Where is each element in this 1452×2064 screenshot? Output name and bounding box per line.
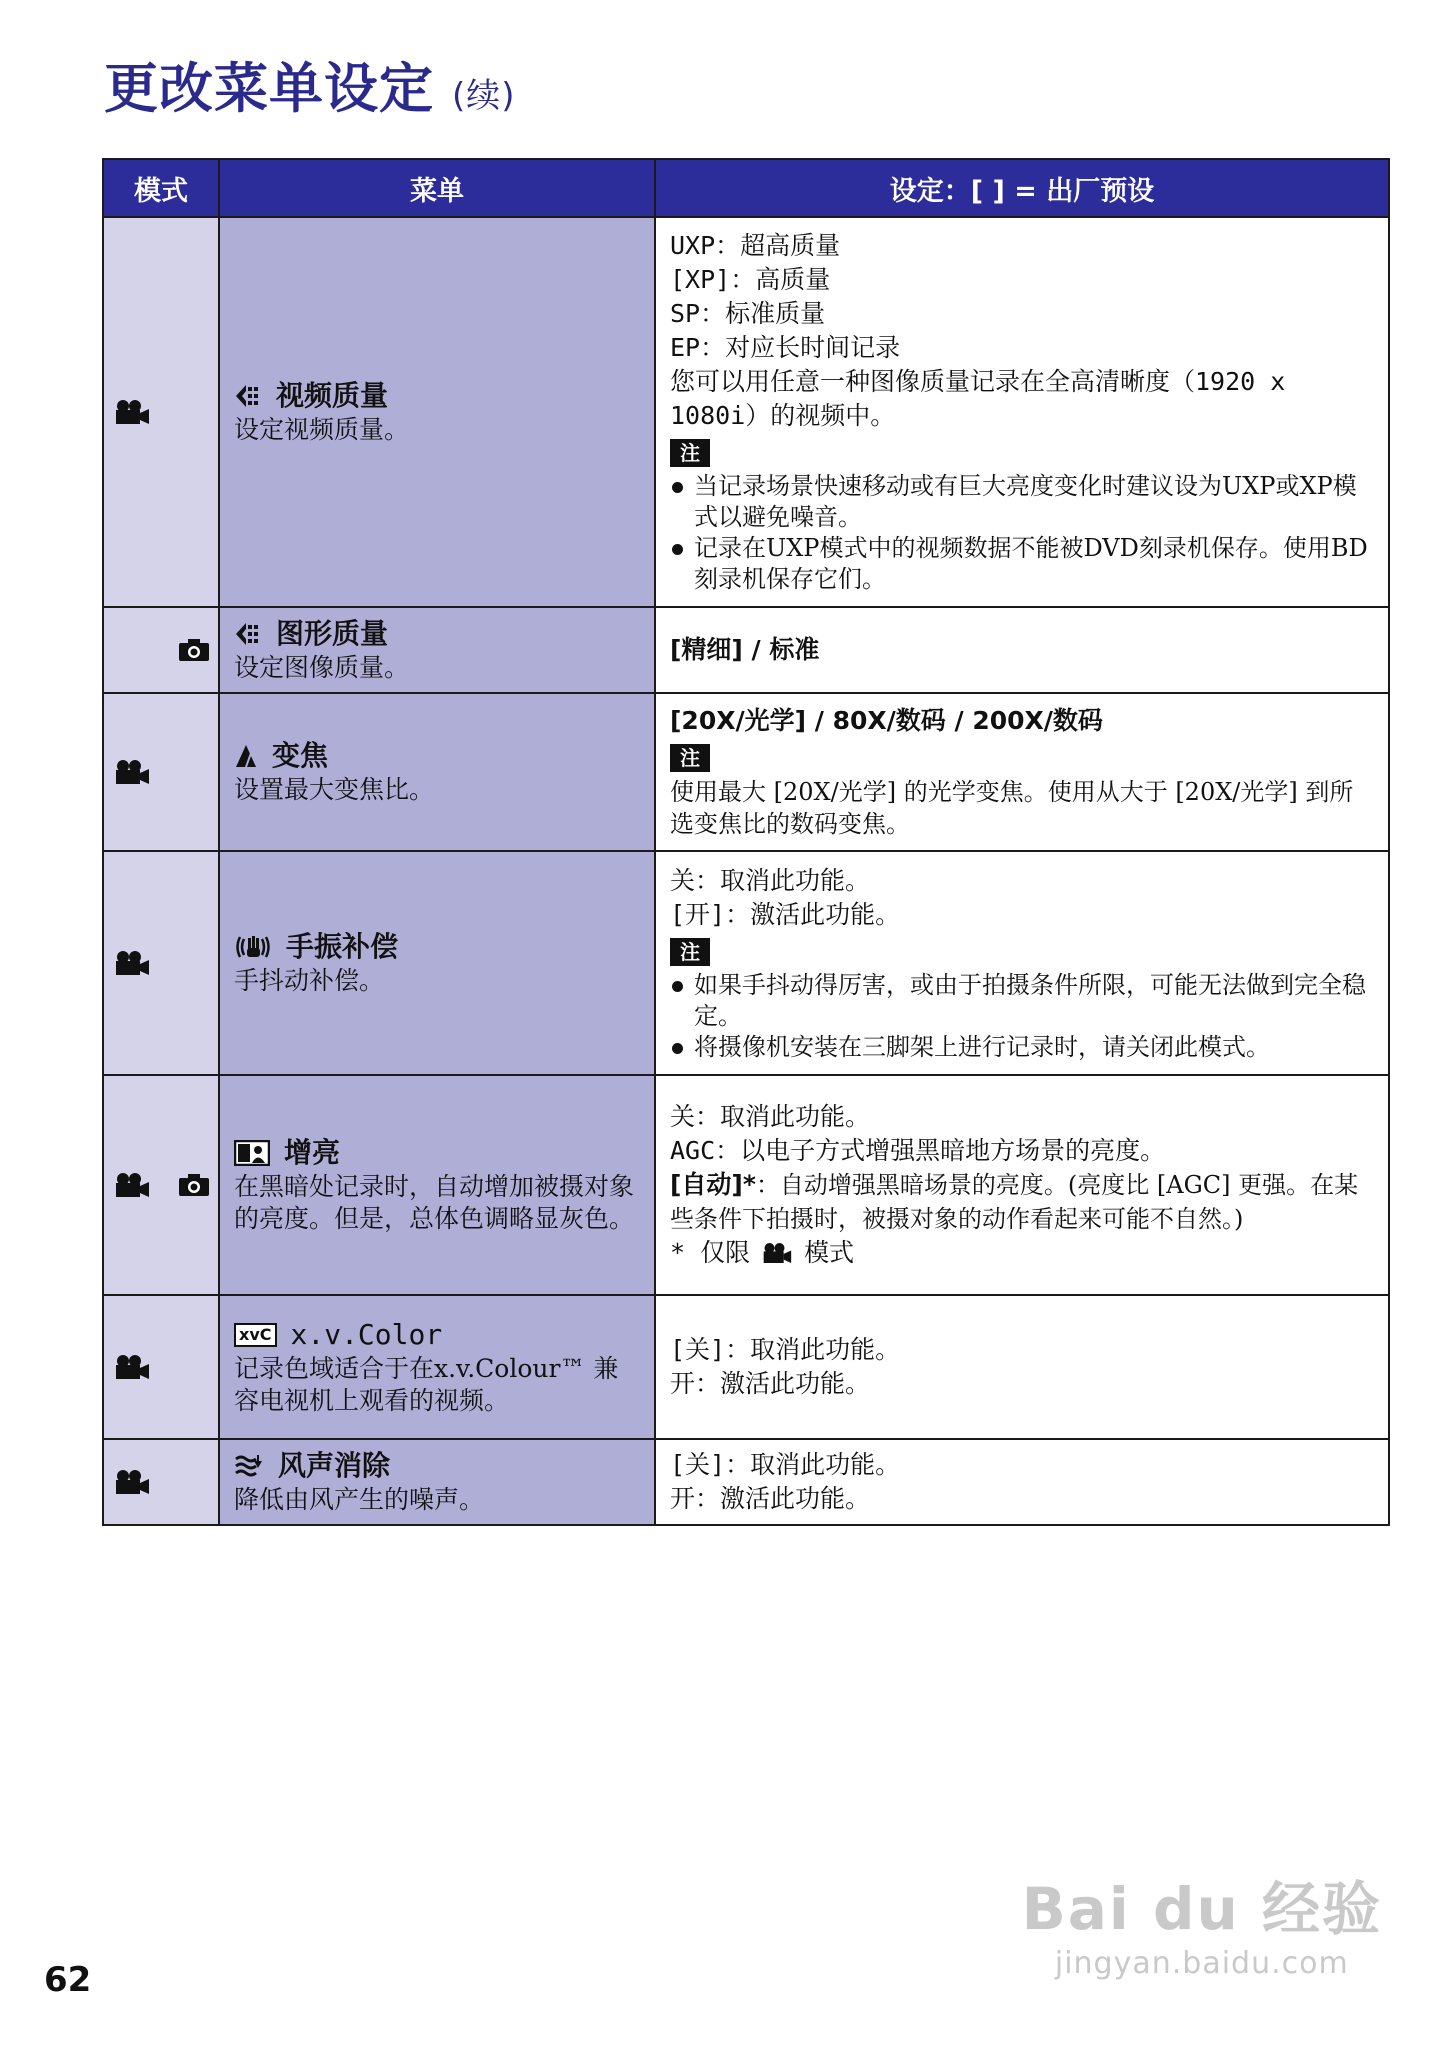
still-camera-icon [178, 1173, 210, 1197]
wind-cut-icon [234, 1453, 264, 1479]
menu-cell [219, 1075, 655, 1295]
setting-option: 关：取消此功能。 [670, 865, 871, 895]
note-list [670, 471, 1374, 595]
note-badge: 注 [670, 439, 710, 467]
menu-item-title: 视频质量 [276, 379, 389, 412]
note-item: 如果手抖动得厉害，或由于拍摄条件所限，可能无法做到完全稳定。 [670, 970, 1374, 1032]
note-badge: 注 [670, 744, 710, 772]
setting-cell [655, 217, 1389, 607]
setting-option: [关]：取消此功能。 [670, 1335, 901, 1364]
mode-cell [103, 1075, 219, 1295]
table-row-zoom [103, 693, 1389, 851]
menu-cell [219, 1439, 655, 1525]
video-camera-icon [114, 1354, 150, 1380]
note-text: 使用最大 [20X/光学] 的光学变焦。使用从大于 [20X/光学] 到所选变焦比的数码变焦。 [670, 778, 1354, 838]
menu-item-description: 降低由风产生的噪声。 [234, 1485, 485, 1514]
picture-quality-icon [234, 621, 262, 647]
menu-item-description: 手抖动补偿。 [234, 966, 385, 995]
watermark-url: jingyan.baidu.com [1054, 1946, 1349, 1981]
table-row-picture-quality [103, 607, 1389, 693]
menu-cell [219, 1295, 655, 1439]
still-camera-icon [178, 638, 210, 662]
header-menu: 菜单 [219, 159, 655, 217]
menu-item-description: 设定视频质量。 [234, 415, 410, 444]
image-stabilizer-icon [234, 934, 272, 960]
setting-cell [655, 1075, 1389, 1295]
setting-option: UXP：超高质量 [670, 231, 841, 260]
video-camera-icon [114, 399, 150, 425]
xvc-icon: xvC [234, 1323, 277, 1347]
auto-label: [自动]* [670, 1170, 756, 1199]
setting-cell [655, 1439, 1389, 1525]
page-number: 62 [44, 1960, 92, 2000]
setting-option: 开：激活此功能。 [670, 1484, 871, 1513]
setting-option: [XP]：高质量 [670, 265, 831, 294]
setting-option: 开：激活此功能。 [670, 1369, 871, 1398]
video-camera-icon [114, 1172, 150, 1198]
setting-option: [20X/光学] / 80X/数码 / 200X/数码 [670, 706, 1103, 735]
table-row-gain-up [103, 1075, 1389, 1295]
setting-cell [655, 1295, 1389, 1439]
video-camera-icon [114, 759, 150, 785]
mode-cell [103, 693, 219, 851]
setting-cell [655, 693, 1389, 851]
menu-item-title: 风声消除 [278, 1449, 391, 1482]
menu-item-description: 设置最大变焦比。 [234, 775, 435, 804]
mode-cell [103, 607, 219, 693]
footnote [670, 1236, 1374, 1270]
video-quality-icon [234, 383, 262, 409]
menu-item-title: x.v.Color [290, 1318, 443, 1351]
baidu-watermark [1022, 1862, 1382, 1981]
setting-option: EP：对应长时间记录 [670, 333, 901, 362]
menu-item-description: 设定图像质量。 [234, 653, 410, 682]
page-title-continued: (续) [452, 76, 516, 116]
mode-cell [103, 851, 219, 1075]
video-camera-icon [114, 950, 150, 976]
setting-cell [655, 851, 1389, 1075]
video-camera-icon [114, 1469, 150, 1495]
note-item: 当记录场景快速移动或有巨大亮度变化时建议设为UXP或XP模式以避免噪音。 [670, 471, 1374, 533]
setting-option: [关]：取消此功能。 [670, 1450, 901, 1479]
page-title [104, 46, 516, 123]
menu-cell [219, 607, 655, 693]
mode-cell [103, 217, 219, 607]
watermark-logo: Bai du 经验 [1021, 1875, 1382, 1943]
zoom-icon [234, 743, 258, 769]
menu-settings-table [102, 158, 1390, 1526]
menu-item-title: 增亮 [284, 1136, 341, 1169]
footnote-prefix: * 仅限 [670, 1238, 751, 1267]
header-setting: 设定：[ ] = 出厂预设 [655, 159, 1389, 217]
setting-option-auto [670, 1168, 1374, 1236]
table-row-image-stabilizer [103, 851, 1389, 1075]
menu-cell [219, 851, 655, 1075]
menu-cell [219, 217, 655, 607]
table-row-video-quality [103, 217, 1389, 607]
menu-item-description: 记录色域适合于在x.v.Colour™ 兼容电视机上观看的视频。 [234, 1354, 619, 1415]
note-list [670, 970, 1374, 1063]
setting-option: AGC：以电子方式增强黑暗地方场景的亮度。 [670, 1136, 1166, 1165]
menu-item-title: 图形质量 [276, 617, 389, 650]
mode-cell [103, 1439, 219, 1525]
setting-option: [开]：激活此功能。 [670, 899, 901, 929]
menu-item-description: 在黑暗处记录时，自动增加被摄对象的亮度。但是，总体色调略显灰色。 [234, 1172, 635, 1233]
table-header-row [103, 159, 1389, 217]
footnote-suffix: 模式 [804, 1238, 855, 1267]
gain-up-icon [234, 1140, 270, 1166]
menu-cell [219, 693, 655, 851]
mode-cell [103, 1295, 219, 1439]
setting-option: SP：标准质量 [670, 299, 826, 328]
setting-paragraph: 您可以用任意一种图像质量记录在全高清晰度（1920 x 1080i）的视频中。 [670, 367, 1286, 430]
note-item: 记录在UXP模式中的视频数据不能被DVD刻录机保存。使用BD刻录机保存它们。 [670, 533, 1374, 595]
table-row-xvcolor [103, 1295, 1389, 1439]
header-mode: 模式 [103, 159, 219, 217]
setting-option: 关：取消此功能。 [670, 1102, 871, 1131]
page-title-text: 更改菜单设定 [104, 57, 434, 120]
note-item: 将摄像机安装在三脚架上进行记录时，请关闭此模式。 [670, 1032, 1374, 1063]
setting-cell [655, 607, 1389, 693]
video-camera-icon [762, 1242, 792, 1264]
setting-option: [精细] / 标准 [670, 635, 820, 664]
menu-item-title: 变焦 [272, 739, 329, 772]
table-row-wind-cut [103, 1439, 1389, 1525]
auto-text: ：自动增强黑暗场景的亮度。(亮度比 [AGC] 更强。在某些条件下拍摄时，被摄对象的动作看起来可能不自然。) [670, 1171, 1359, 1233]
menu-item-title: 手振补偿 [286, 930, 399, 963]
note-badge: 注 [670, 938, 710, 966]
